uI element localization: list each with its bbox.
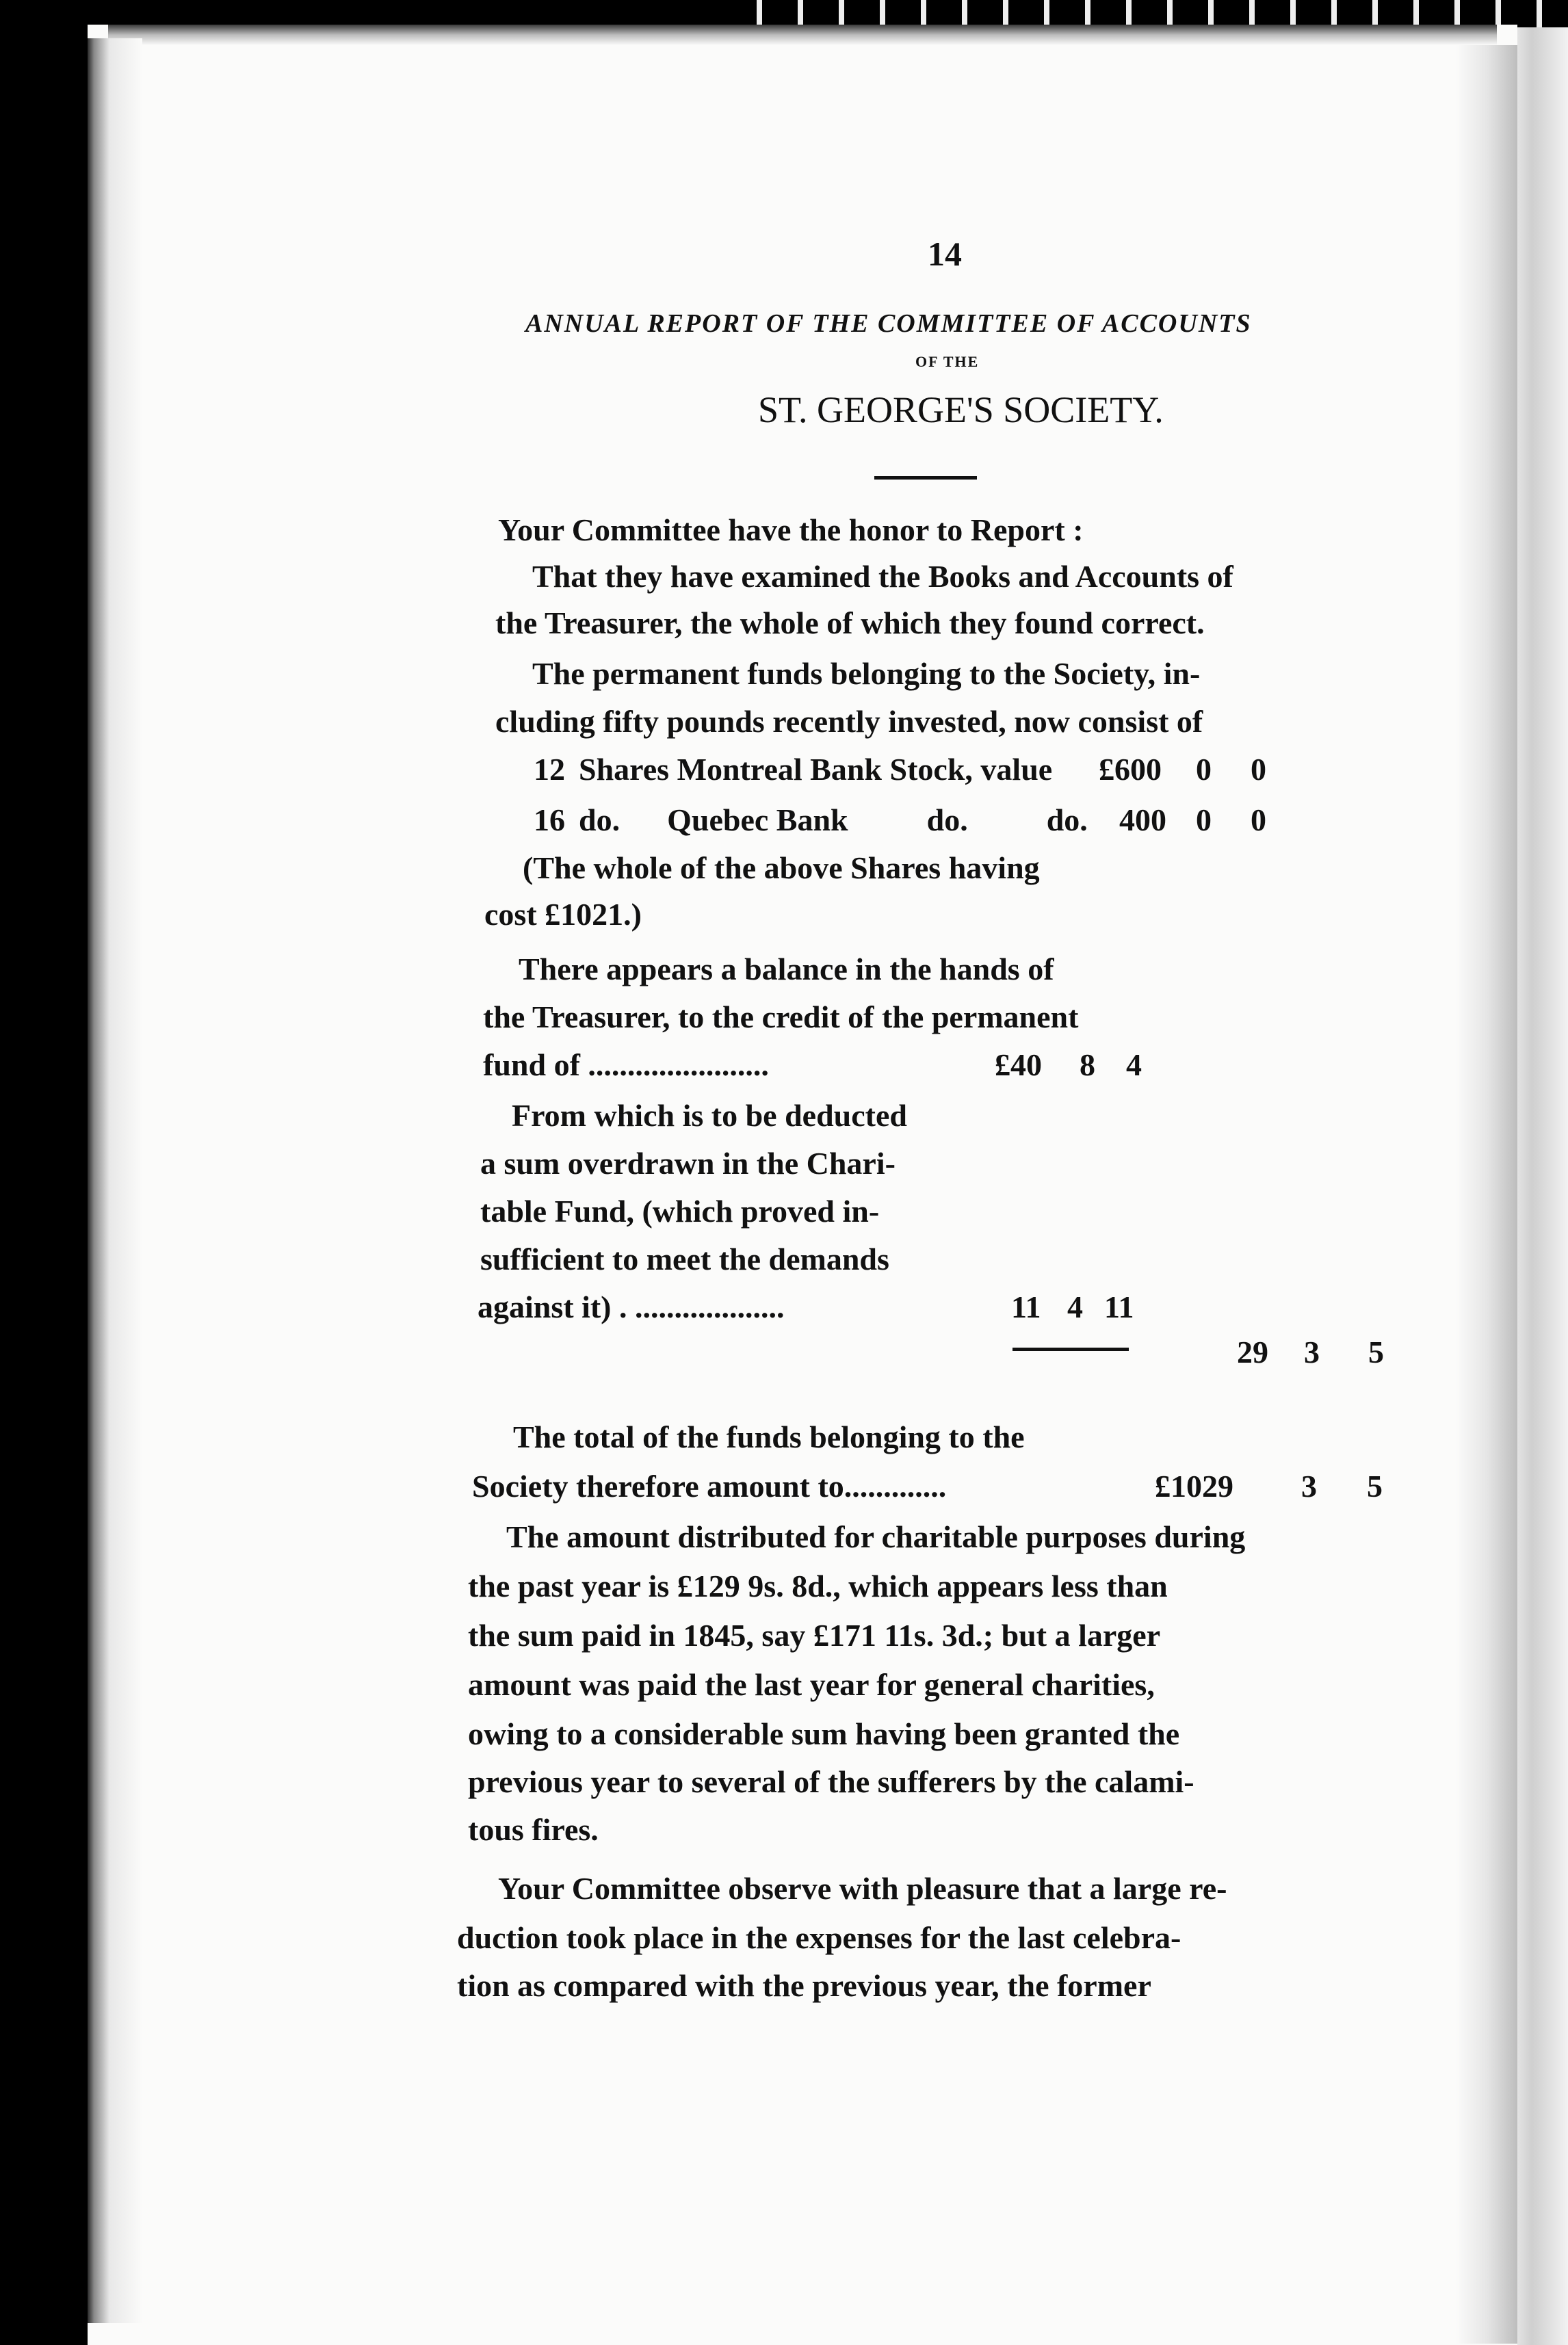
- text-line: Your Committee observe with pleasure that a large re-: [498, 1871, 1227, 1906]
- share-description: Shares Montreal Bank Stock, value: [579, 752, 1053, 787]
- text-line: The permanent funds belonging to the Society, in-: [532, 656, 1201, 691]
- share-pounds: 400: [1119, 802, 1166, 837]
- deduct-shillings: 4: [1067, 1289, 1083, 1324]
- net-pounds: 29: [1237, 1335, 1268, 1370]
- text-line: a sum overdrawn in the Chari-: [480, 1146, 896, 1181]
- share-pence: 0: [1251, 802, 1266, 837]
- text-line: table Fund, (which proved in-: [480, 1194, 880, 1229]
- total-shillings: 3: [1301, 1469, 1317, 1504]
- text-line: sufficient to meet the demands: [480, 1242, 889, 1276]
- text-line: From which is to be deducted: [512, 1098, 907, 1133]
- text-line: The total of the funds belonging to the: [513, 1419, 1025, 1454]
- share-shillings: 0: [1196, 802, 1212, 837]
- book-page: [88, 25, 1517, 2345]
- text-line: fund of .......................: [483, 1047, 769, 1082]
- share-shillings: 0: [1196, 752, 1212, 787]
- share-pence: 0: [1251, 752, 1266, 787]
- text-line: against it) . ...................: [478, 1289, 785, 1324]
- heading-divider: [874, 476, 977, 480]
- subtotal-rule: [1012, 1348, 1129, 1351]
- share-pounds: £600: [1099, 752, 1162, 787]
- text-line: previous year to several of the sufferers by the calami-: [468, 1764, 1194, 1799]
- share-qty: 16: [534, 802, 565, 837]
- balance-pence: 4: [1126, 1047, 1142, 1082]
- text-line: The amount distributed for charitable purposes during: [506, 1519, 1246, 1554]
- text-line: cluding fifty pounds recently invested, now consist of: [495, 704, 1203, 739]
- share-description: do. Quebec Bank do. do.: [579, 802, 1088, 837]
- page-number: 14: [928, 235, 962, 273]
- heading-line-2: OF THE: [915, 353, 980, 370]
- text-line: There appears a balance in the hands of: [519, 952, 1054, 986]
- total-pence: 5: [1367, 1469, 1383, 1504]
- page-content: [88, 25, 1517, 2345]
- text-line: tous fires.: [468, 1812, 599, 1847]
- deduct-pounds: 11: [1011, 1289, 1041, 1324]
- text-line: the past year is £129 9s. 8d., which appears less than: [468, 1569, 1168, 1603]
- net-shillings: 3: [1304, 1335, 1320, 1370]
- text-line: cost £1021.): [484, 897, 642, 932]
- text-line: (The whole of the above Shares having: [523, 850, 1040, 885]
- share-qty: 12: [534, 752, 565, 787]
- balance-shillings: 8: [1080, 1047, 1095, 1082]
- text-line: tion as compared with the previous year, the former: [457, 1968, 1151, 2003]
- net-pence: 5: [1368, 1335, 1384, 1370]
- text-line: the Treasurer, the whole of which they found correct.: [495, 605, 1205, 640]
- text-line: Your Committee have the honor to Report :: [498, 512, 1084, 547]
- text-line: the sum paid in 1845, say £171 11s. 3d.; but a larger: [468, 1618, 1161, 1653]
- text-line: owing to a considerable sum having been granted the: [468, 1716, 1180, 1751]
- text-line: duction took place in the expenses for the last celebra-: [457, 1920, 1181, 1955]
- text-line: Society therefore amount to.............: [472, 1469, 947, 1504]
- text-line: amount was paid the last year for general charities,: [468, 1667, 1155, 1702]
- balance-pounds: £40: [995, 1047, 1042, 1082]
- deduct-pence: 11: [1104, 1289, 1134, 1324]
- heading-line-1: ANNUAL REPORT OF THE COMMITTEE OF ACCOUNTS: [525, 309, 1252, 338]
- heading-society-name: ST. GEORGE'S SOCIETY.: [758, 389, 1164, 430]
- total-pounds: £1029: [1155, 1469, 1233, 1504]
- text-line: That they have examined the Books and Accounts of: [532, 559, 1233, 594]
- text-line: the Treasurer, to the credit of the permanent: [483, 999, 1079, 1034]
